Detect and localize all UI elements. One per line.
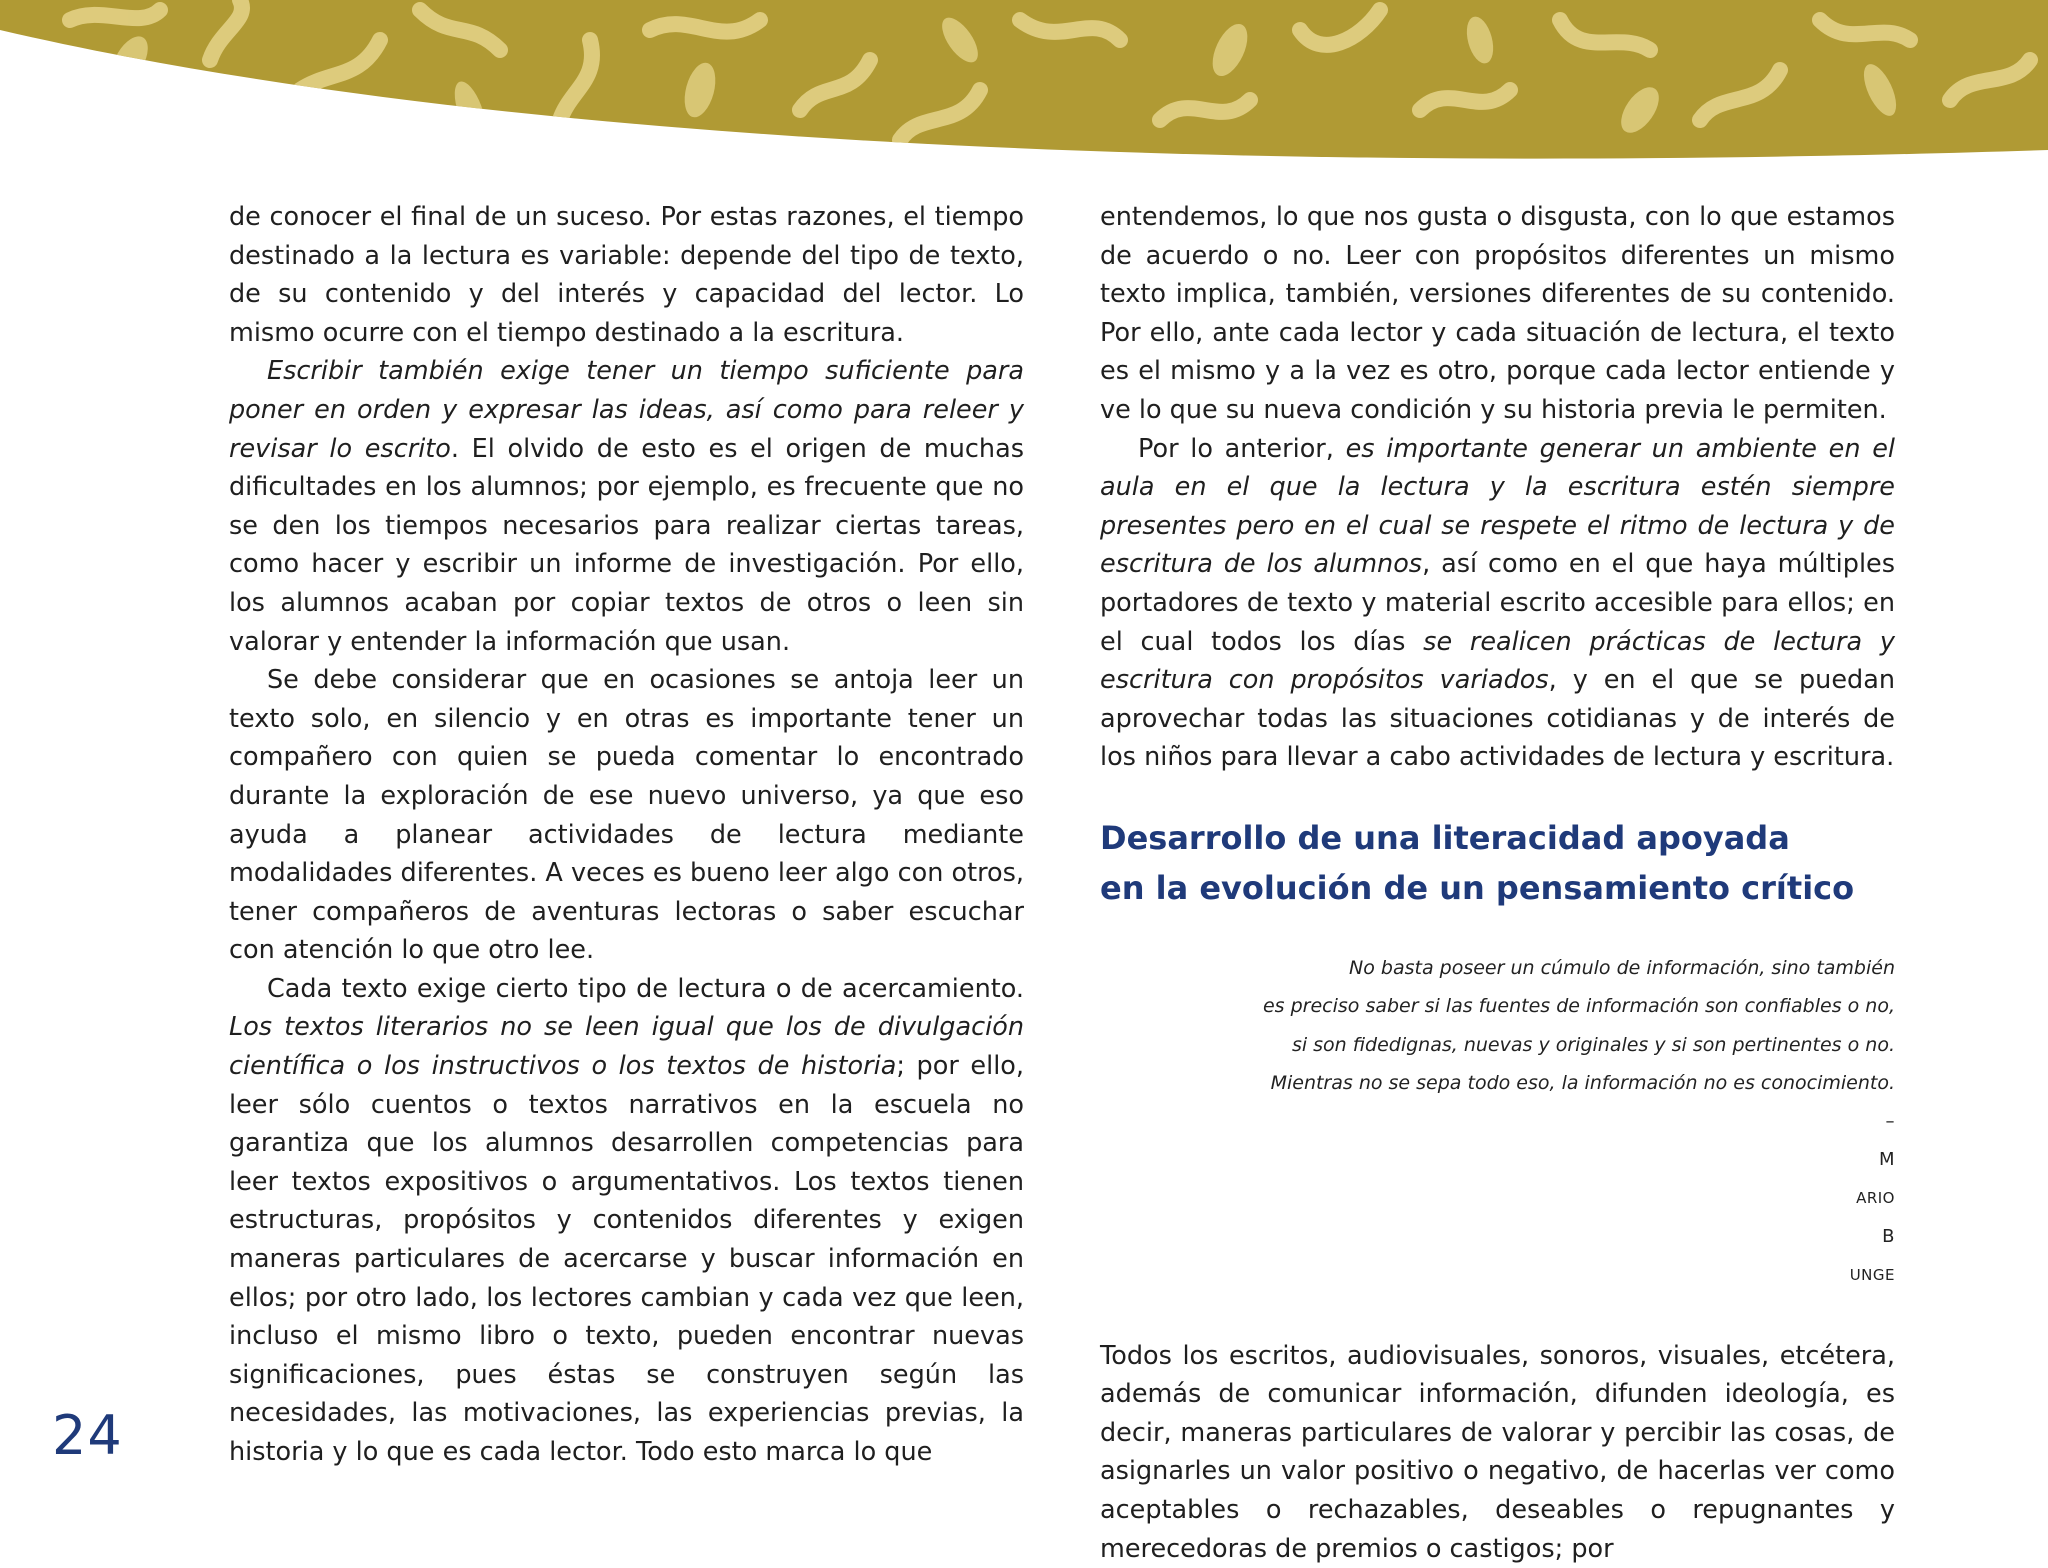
- right-text-column: [1100, 198, 1895, 1568]
- emphasis-text: Los textos literarios no se leen igual que los de divulgación científica o los instructivos o los textos de historia: [229, 1012, 1024, 1082]
- paragraph: Se debe considerar que en ocasiones se antoja leer un texto solo, en silencio y en otras es importante tener un compañero con quien se pueda comentar lo encontrado durante la exploración de ese nuevo universo, ya que eso ayuda a planear actividades de lectura mediante modalidades diferentes. A veces es bueno leer algo con otros, tener compañeros de aventuras lectoras o saber escuchar con atención lo que otro lee.: [229, 665, 1024, 966]
- epigraph-author: – M ARIO B UNGE: [1849, 1110, 1895, 1285]
- left-text-column: [229, 198, 1024, 1472]
- paragraph: entendemos, lo que nos gusta o disgusta, con lo que estamos de acuerdo o no. Leer con propósitos diferentes un mismo texto implica, también, versiones diferentes de su contenido. Por ello, ante cada lector y cada situación de lectura, el texto es el mismo y a la vez es otro, porque cada lector entiende y ve lo que su nueva condición y su historia previa le permiten.: [1100, 202, 1895, 425]
- paragraph: [1100, 430, 1895, 777]
- paragraph-text: Cada texto exige cierto tipo de lectura o de acercamiento.: [267, 973, 1024, 1004]
- epigraph-line: si son fidedignas, nuevas y originales y si son pertinentes o no.: [1291, 1033, 1895, 1056]
- paragraph: [229, 352, 1024, 661]
- paragraph: de conocer el final de un suceso. Por estas razones, el tiempo destinado a la lectura es variable: depende del tipo de texto, de su contenido y del interés y capacidad del lector. Lo mismo ocurre con el tiempo destinado a la escritura.: [229, 202, 1024, 348]
- paragraph: [229, 970, 1024, 1472]
- paragraph-text: , así como en el que haya múltiples portadores de texto y material escrito accesible para ellos; en el cual todos los días: [1100, 549, 1896, 657]
- paragraph-text: , y en el que se puedan aprovechar todas las situaciones cotidianas y de interés de los niños para llevar a cabo actividades de lectura y escritura.: [1100, 665, 1896, 773]
- emphasis-text: se realicen prácticas de lectura y escritura con propósitos variados: [1100, 626, 1895, 696]
- emphasis-text: es importante generar un ambiente en el aula en el que la lectura y la escritura estén siempre presentes pero en el cual se respete el ritmo de lectura y de escritura de los alumnos: [1100, 433, 1895, 580]
- page-number: 24: [52, 1404, 123, 1467]
- epigraph-quote: [1100, 949, 1895, 1295]
- epigraph-line: es preciso saber si las fuentes de información son confiables o no,: [1262, 995, 1895, 1018]
- decorative-header-banner: [0, 0, 2048, 170]
- epigraph-line: No basta poseer un cúmulo de información, sino también: [1349, 956, 1895, 979]
- emphasis-text: Escribir también exige tener un tiempo suficiente para poner en orden y expresar las ideas, así como para releer y revisar lo escrito: [229, 356, 1024, 464]
- epigraph-line: Mientras no se sepa todo eso, la información no es conocimiento.: [1270, 1072, 1895, 1095]
- paragraph-text: ; por ello, leer sólo cuentos o textos narrativos en la escuela no garantiza que los alumnos desarrollen competencias para leer textos expositivos o argumentativos. Los textos tienen estructuras, propósitos y contenidos diferentes y exigen maneras particulares de acercarse y buscar información en ellos; por otro lado, los lectores cambian y cada vez que leen, incluso el mismo libro o texto, pueden encontrar nuevas significaciones, pues éstas se construyen según las necesidades, las motivaciones, las experiencias previas, la historia y lo que es cada lector. Todo esto marca lo que: [229, 1051, 1024, 1467]
- section-heading-line: en la evolución de un pensamiento crítico: [1100, 868, 1855, 907]
- section-heading-line: Desarrollo de una literacidad apoyada: [1100, 818, 1790, 857]
- paragraph-text: . El olvido de esto es el origen de muchas dificultades en los alumnos; por ejemplo, es frecuente que no se den los tiempos necesarios para realizar ciertas tareas, como hacer y escribir un informe de investigación. Por ello, los alumnos acaban por copiar textos de otros o leen sin valorar y entender la información que usan.: [229, 433, 1024, 657]
- paragraph: Todos los escritos, audiovisuales, sonoros, visuales, etcétera, además de comunicar información, difunden ideología, es decir, maneras particulares de valorar y percibir las cosas, de asignarles un valor positivo o negativo, de hacerlas ver como aceptables o rechazables, deseables o repugnantes y merecedoras de premios o castigos; por: [1100, 1340, 1895, 1564]
- paragraph-text: Por lo anterior,: [1138, 433, 1346, 464]
- section-heading: [1100, 813, 1895, 913]
